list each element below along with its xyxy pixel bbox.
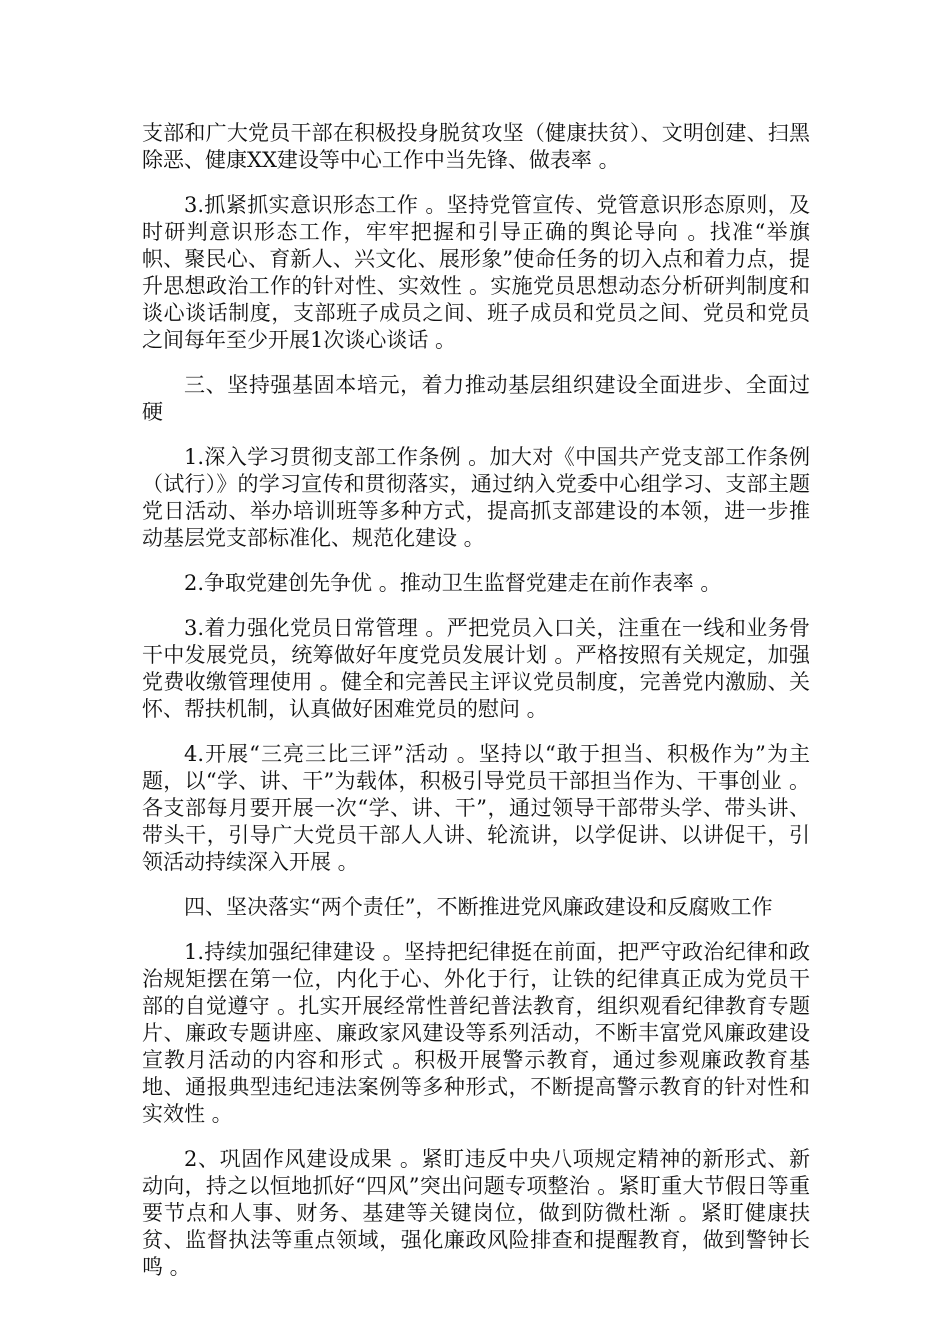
section-heading-three: 三、坚持强基固本培元，着力推动基层组织建设全面进步、全面过硬	[142, 373, 810, 424]
paragraph-work-style: 2、巩固作风建设成果 。紧盯违反中央八项规定精神的新形式、新动向，持之以恒地抓好“四风”突出问题专项整治 。紧盯重大节假日等重要节点和人事、财务、基建等关键岗位，做到防微杜渐 。紧盯健康扶贫、监督执法等重点领域，强化廉政风险排查和提醒教育，做到警钟长鸣 。	[142, 1147, 810, 1279]
paragraph-member-management: 3.着力强化党员日常管理 。严把党员入口关，注重在一线和业务骨干中发展党员，统筹做好年度党员发展计划 。严格按照有关规定，加强党费收缴管理使用 。健全和完善民主评议党员制度，完善党内激励、关怀、帮扶机制，认真做好困难党员的慰问 。	[142, 616, 810, 721]
section-heading-four: 四、坚决落实“两个责任”，不断推进党风廉政建设和反腐败工作	[184, 895, 773, 919]
paragraph-three-activity: 4.开展“三亮三比三评”活动 。坚持以“敢于担当、积极作为”为主题，以“学、讲、干”为载体，积极引导党员干部担当作为、干事创业 。各支部每月要开展一次“学、讲、干”，通过领导干部带头学、带头讲、带头干，引导广大党员干部人人讲、轮流讲，以学促讲、以讲促干，引领活动持续深入开展 。	[142, 742, 810, 874]
paragraph-branch-regulations: 1.深入学习贯彻支部工作条例 。加大对《中国共产党支部工作条例（试行）》的学习宣传和贯彻落实，通过纳入党委中心组学习、支部主题党日活动、举办培训班等多种方式，提高抓支部建设的本领，进一步推动基层党支部标准化、规范化建设 。	[142, 445, 810, 550]
paragraph-ideology-work: 3.抓紧抓实意识形态工作 。坚持党管宣传、党管意识形态原则，及时研判意识形态工作，牢牢把握和引导正确的舆论导向 。找准“举旗帜、聚民心、育新人、兴文化、展形象”使命任务的切入点和着力点，提升思想政治工作的针对性、实效性 。实施党员思想动态分析研判制度和谈心谈话制度，支部班子成员之间、班子成员和党员之间、党员和党员之间每年至少开展1次谈心谈话 。	[142, 193, 810, 352]
paragraph-party-building: 2.争取党建创先争优 。推动卫生监督党建走在前作表率 。	[184, 571, 722, 595]
paragraph-discipline: 1.持续加强纪律建设 。坚持把纪律挺在前面，把严守政治纪律和政治规矩摆在第一位，内化于心、外化于行，让铁的纪律真正成为党员干部的自觉遵守 。扎实开展经常性普纪普法教育，组织观看纪律教育专题片、廉政专题讲座、廉政家风建设等系列活动，不断丰富党风廉政建设宣教月活动的内容和形式 。积极开展警示教育，通过参观廉政教育基地、通报典型违纪违法案例等多种形式，不断提高警示教育的针对性和实效性 。	[142, 940, 810, 1126]
document-body	[142, 120, 810, 1299]
paragraph-continuation: 支部和广大党员干部在积极投身脱贫攻坚（健康扶贫）、文明创建、扫黑除恶、健康XX建设等中心工作中当先锋、做表率 。	[142, 121, 810, 172]
